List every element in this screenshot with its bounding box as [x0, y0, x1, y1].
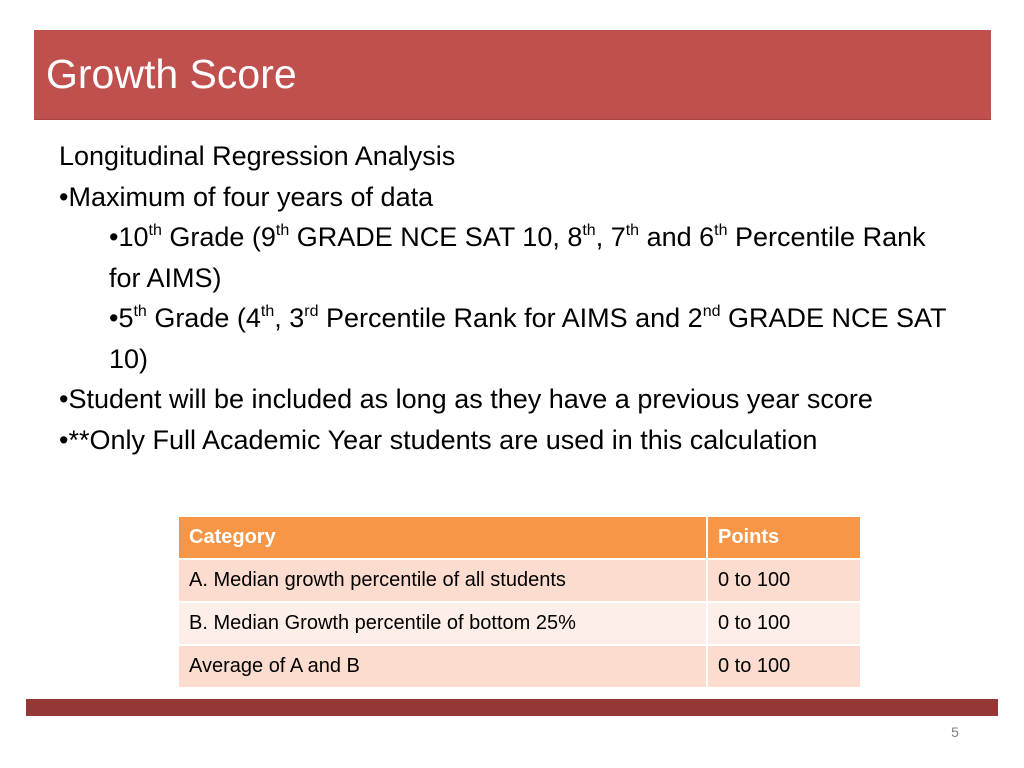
bullet-max-years: •Maximum of four years of data	[59, 181, 434, 212]
body-text	[59, 136, 959, 460]
bullet-previous-year: •Student will be included as long as they have a previous year score	[59, 384, 873, 414]
header-points: Points	[707, 517, 861, 559]
title-bar	[34, 30, 991, 120]
sub-bullet-5th-grade: •5th Grade (4th, 3rd Percentile Rank for AIMS and 2nd GRADE NCE SAT 10)	[109, 303, 947, 374]
table-row	[179, 645, 861, 688]
cell-points: 0 to 100	[707, 559, 861, 602]
sub-bullet-10th-grade: •10th Grade (9th GRADE NCE SAT 10, 8th, 7th and 6th Percentile Rank for AIMS)	[109, 222, 926, 293]
footer-bar	[26, 699, 998, 716]
table-header-row	[179, 517, 861, 559]
cell-points: 0 to 100	[707, 602, 861, 645]
page-number: 5	[951, 724, 959, 740]
body-line-heading: Longitudinal Regression Analysis	[59, 141, 456, 171]
cell-category: Average of A and B	[179, 645, 707, 688]
table-row	[179, 602, 861, 645]
growth-score-table	[179, 517, 862, 689]
cell-category: B. Median Growth percentile of bottom 25%	[179, 602, 707, 645]
cell-category: A. Median growth percentile of all students	[179, 559, 707, 602]
table-row	[179, 559, 861, 602]
cell-points: 0 to 100	[707, 645, 861, 688]
bullet-full-academic-year: •**Only Full Academic Year students are used in this calculation	[59, 424, 818, 455]
header-category: Category	[179, 517, 707, 559]
slide-title: Growth Score	[46, 51, 297, 97]
